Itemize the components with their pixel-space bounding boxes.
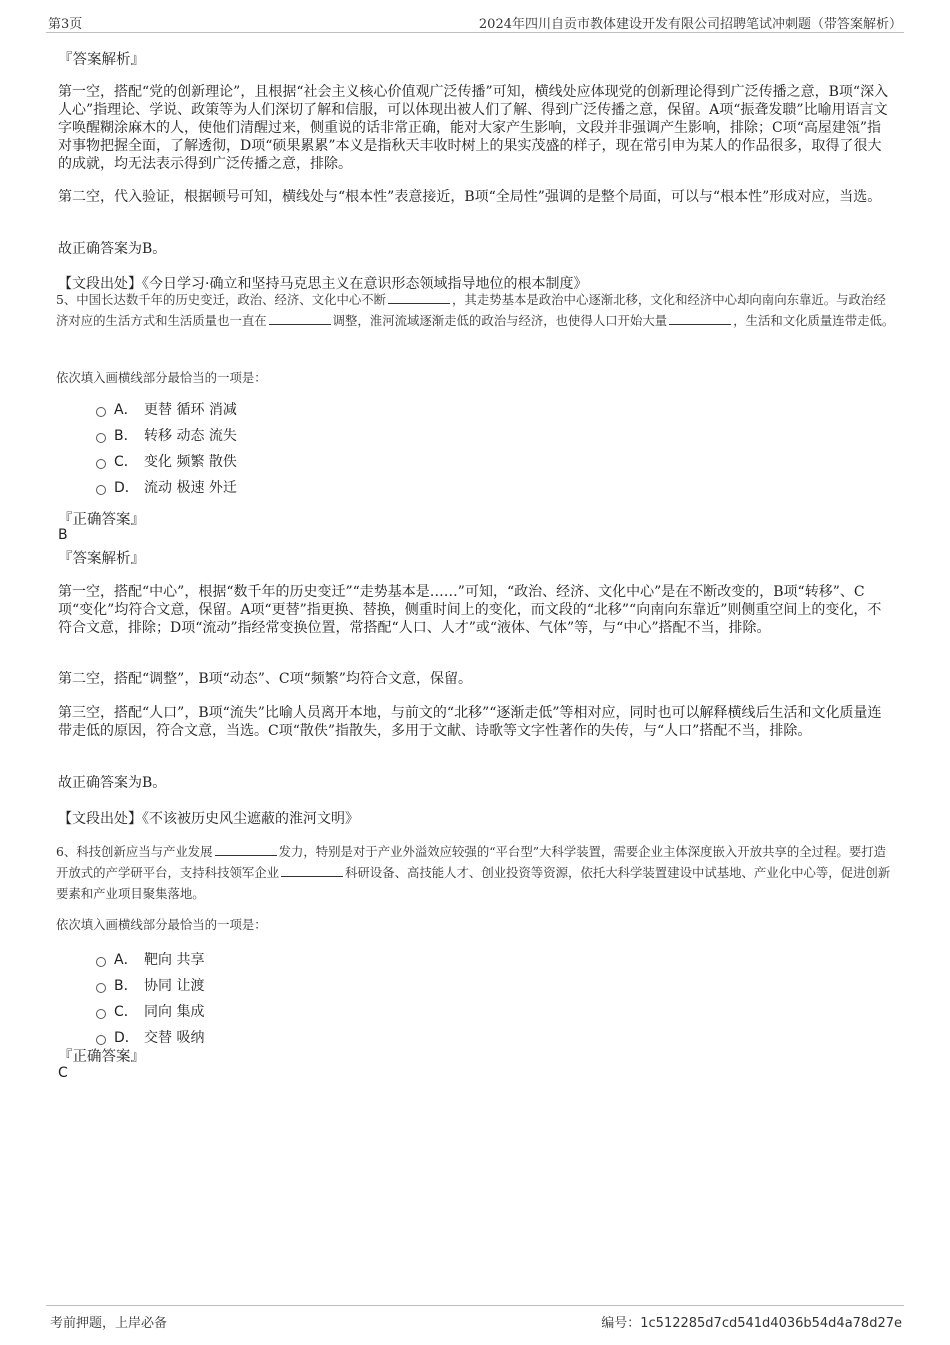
analysis-label: 『答案解析』 [58, 52, 145, 68]
analysis-label: 『答案解析』 [58, 551, 145, 567]
source-label: 【文段出处】 [58, 811, 142, 827]
fill-blank [215, 843, 277, 856]
option-d[interactable]: D． 交替 吸纳 [96, 1028, 204, 1048]
source-label: 【文段出处】 [58, 276, 142, 292]
analysis-paragraph: 第二空，代入验证，根据顿号可知，横线处与“根本性”表意接近，B项“全局性”强调的是整个局面，可以与“根本性”形成对应，当选。 [58, 189, 882, 205]
question-prompt: 依次填入画横线部分最恰当的一项是： [56, 917, 267, 932]
correct-answer: C [58, 1065, 68, 1081]
analysis-paragraph: 第一空，搭配“中心”，根据“数千年的历史变迁”“走势基本是……”可知，“政治、经济、文化中心”是在不断改变的，B项“转移”、C项“变化”均符合文意，保留。A项“更替”指更换、替换，侧重时间上的变化，而文段的“北移”“向南向东靠近”则侧重空间上的变化，不符合文意，排除；D项“流动”指经常变换位置，常搭配“人口、人才”或“液体、气体”等，与“中心”搭配不当，排除。 [58, 584, 882, 636]
stem-text: 调整，淮河流域逐渐走低的政治与经济，也使得人口开始大量 [332, 313, 668, 328]
fill-blank [669, 312, 731, 325]
source-line [58, 808, 359, 828]
radio-icon[interactable] [96, 1009, 106, 1019]
analysis-paragraph: 第一空，搭配“党的创新理论”，且根据“社会主义核心价值观广泛传播”可知，横线处应体现党的创新理论得到广泛传播之意，B项“深入人心”指理论、学说、政策等为人们深切了解和信服，可以体现出被人们了解、得到广泛传播之意，保留。A项“振聋发聩”比喻用语言文字唤醒糊涂麻木的人，使他们清醒过来，侧重说的话非常正确，能对大家产生影响，文段并非强调产生影响，排除；C项“高屋建瓴”指对事物把握全面，了解透彻，D项“硕果累累”本义是指秋天丰收时树上的果实茂盛的样子，现在常引申为某人的作品很多，取得了很大的成就，均无法表示得到广泛传播之意，排除。 [58, 84, 889, 172]
stem-text: ，其走势基本是政治中心逐渐北移，文化和经济中心却向南向东靠近。与政治经济对应的生活方式和生活质量也一直在 [56, 292, 886, 328]
stem-text: 6、科技创新应当与产业发展 [56, 844, 213, 859]
correct-answer-label: 『正确答案』 [58, 512, 145, 528]
question-prompt: 依次填入画横线部分最恰当的一项是： [56, 370, 267, 385]
document-title: 2024年四川自贡市教体建设开发有限公司招聘笔试冲刺题（带答案解析） [478, 17, 902, 32]
analysis-paragraph: 第二空，搭配“调整”，B项“动态”、C项“频繁”均符合文意，保留。 [58, 671, 472, 687]
conclusion: 故正确答案为B。 [58, 775, 167, 791]
page-number: 第3页 [48, 17, 83, 32]
fill-blank [388, 291, 450, 304]
option-a[interactable]: A． 更替 循环 消减 [96, 400, 237, 420]
footer-slogan: 考前押题，上岸必备 [50, 1316, 168, 1331]
stem-text: 5、中国长达数千年的历史变迁，政治、经济、文化中心不断 [56, 292, 387, 307]
source-title: 《今日学习·确立和坚持马克思主义在意识形态领域指导地位的根本制度》 [142, 276, 588, 292]
option-b[interactable]: B． 协同 让渡 [96, 976, 204, 996]
stem-text: 科研设备、高技能人才、创业投资等资源，依托大科学装置建设中试基地、产业化中心等，促进创新要素和产业项目聚集落地。 [56, 865, 891, 901]
correct-answer: B [58, 527, 68, 543]
page-footer [46, 1305, 904, 1332]
radio-icon[interactable] [96, 433, 106, 443]
question-stem [56, 289, 898, 331]
page-header [46, 8, 904, 33]
radio-icon[interactable] [96, 485, 106, 495]
radio-icon[interactable] [96, 407, 106, 417]
option-c[interactable]: C． 同向 集成 [96, 1002, 204, 1022]
option-d[interactable]: D． 流动 极速 外迁 [96, 478, 237, 498]
fill-blank [281, 864, 343, 877]
stem-text: ，生活和文化质量连带走低。 [733, 313, 895, 328]
option-c[interactable]: C． 变化 频繁 散佚 [96, 452, 237, 472]
option-a[interactable]: A． 靶向 共享 [96, 950, 204, 970]
question-stem [56, 841, 898, 904]
document-id: 编号：1c512285d7cd541d4036b54d4a78d27e [601, 1316, 902, 1331]
radio-icon[interactable] [96, 957, 106, 967]
option-b[interactable]: B． 转移 动态 流失 [96, 426, 237, 446]
source-title: 《不该被历史风尘遮蔽的淮河文明》 [142, 811, 359, 827]
radio-icon[interactable] [96, 983, 106, 993]
radio-icon[interactable] [96, 1035, 106, 1045]
analysis-paragraph: 第三空，搭配“人口”，B项“流失”比喻人员离开本地，与前文的“北移”“逐渐走低”等相对应，同时也可以解释横线后生活和文化质量连带走低的原因，符合文意，当选。C项“散佚”指散失，多用于文献、诗歌等文字性著作的失传，与“人口”搭配不当，排除。 [58, 705, 882, 739]
fill-blank [269, 312, 331, 325]
correct-answer-label: 『正确答案』 [58, 1049, 145, 1065]
radio-icon[interactable] [96, 459, 106, 469]
conclusion: 故正确答案为B。 [58, 241, 167, 257]
stem-text: 发力，特别是对于产业外溢效应较强的“平台型”大科学装置，需要企业主体深度嵌入开放共享的全过程。要打造开放式的产学研平台，支持科技领军企业 [56, 844, 886, 880]
